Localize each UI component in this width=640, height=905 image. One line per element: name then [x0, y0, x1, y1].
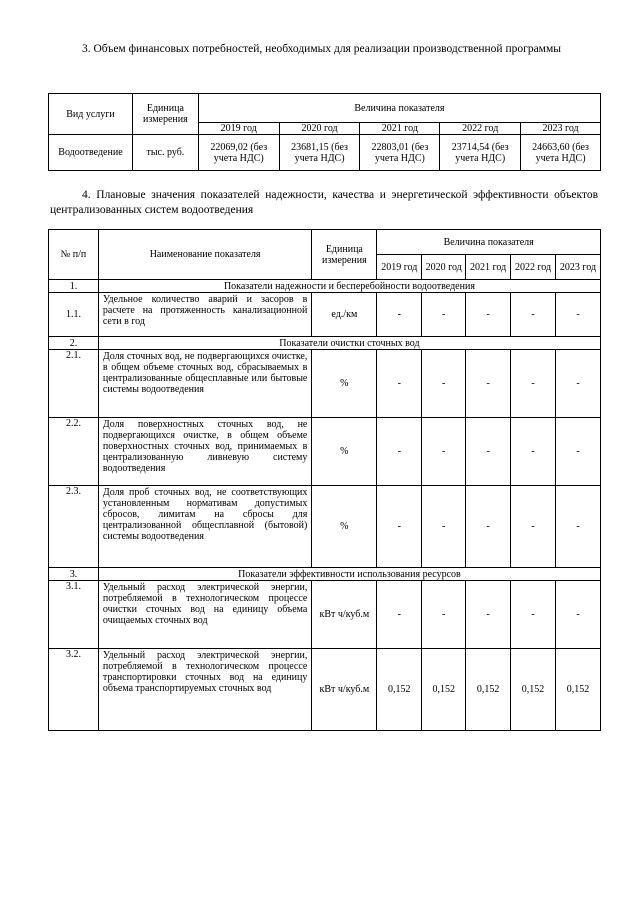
- group-num: 2.: [49, 337, 99, 350]
- header-value: Величина показателя: [377, 230, 601, 255]
- row-value: 0,152: [422, 649, 466, 731]
- row-value: -: [511, 418, 556, 486]
- row-name: Доля проб сточных вод, не соответствующих установленным нормативам допустимых сбросов, лимитам на сбросы для централизованной общесплавной (бытовой) системы водоотведения: [98, 486, 312, 568]
- row-num: 3.1.: [49, 581, 99, 649]
- value-cell: 22069,02 (без учета НДС): [198, 135, 279, 171]
- row-value: -: [556, 350, 601, 418]
- header-year: 2021 год: [466, 255, 511, 280]
- row-value: 0,152: [556, 649, 601, 731]
- row-value: 0,152: [466, 649, 511, 731]
- row-value: -: [422, 581, 466, 649]
- row-num: 3.2.: [49, 649, 99, 731]
- row-value: -: [422, 293, 466, 337]
- row-value: -: [422, 350, 466, 418]
- section4-heading: 4. Плановые значения показателей надежности, качества и энергетической эффективности объектов централизованных систем водоотведения: [50, 189, 598, 216]
- group-title: Показатели очистки сточных вод: [98, 337, 600, 350]
- header-unit: Единица измерения: [132, 94, 198, 135]
- row-value: -: [556, 581, 601, 649]
- row-value: -: [466, 418, 511, 486]
- header-year: 2023 год: [521, 123, 601, 135]
- row-num: 1.1.: [49, 293, 99, 337]
- row-value: -: [556, 418, 601, 486]
- group-title: Показатели надежности и бесперебойности водоотведения: [98, 280, 600, 293]
- row-num: 2.3.: [49, 486, 99, 568]
- row-unit: %: [312, 418, 377, 486]
- header-year: 2019 год: [198, 123, 279, 135]
- value-cell: 24663,60 (без учета НДС): [521, 135, 601, 171]
- row-unit: ед./км: [312, 293, 377, 337]
- row-value: -: [511, 486, 556, 568]
- row-name: Удельное количество аварий и засоров в расчете на протяженность канализационной сети в год: [98, 293, 312, 337]
- row-value: -: [556, 486, 601, 568]
- row-value: 0,152: [377, 649, 422, 731]
- row-num: 2.1.: [49, 350, 99, 418]
- unit-cell: тыс. руб.: [132, 135, 198, 171]
- row-unit: %: [312, 350, 377, 418]
- row-value: -: [377, 581, 422, 649]
- value-cell: 23681,15 (без учета НДС): [279, 135, 360, 171]
- row-value: -: [466, 293, 511, 337]
- row-unit: %: [312, 486, 377, 568]
- header-year: 2022 год: [511, 255, 556, 280]
- group-title: Показатели эффективности использования ресурсов: [98, 568, 600, 581]
- row-value: -: [422, 418, 466, 486]
- row-value: -: [556, 293, 601, 337]
- row-value: -: [377, 350, 422, 418]
- header-name: Наименование показателя: [98, 230, 312, 280]
- row-value: -: [377, 418, 422, 486]
- row-name: Удельный расход электрической энергии, потребляемой в технологическом процессе транспортировки сточных вод на единицу объема транспортируемых сточных вод: [98, 649, 312, 731]
- row-value: -: [511, 350, 556, 418]
- row-name: Доля сточных вод, не подвергающихся очистке, в общем объеме сточных вод, сбрасываемых в централизованные общесплавные или бытовые системы водоотведения: [98, 350, 312, 418]
- row-value: -: [466, 350, 511, 418]
- row-value: -: [377, 293, 422, 337]
- row-value: -: [422, 486, 466, 568]
- row-unit: кВт ч/куб.м: [312, 581, 377, 649]
- row-value: -: [511, 293, 556, 337]
- row-name: Удельный расход электрической энергии, потребляемой в технологическом процессе очистки сточных вод на единицу объема очищаемых сточных вод: [98, 581, 312, 649]
- value-cell: 23714,54 (без учета НДС): [440, 135, 521, 171]
- row-name: Доля поверхностных сточных вод, не подвергающихся очистке, в общем объеме поверхностных сточных вод, принимаемых в централизованную ливневую систему водоотведения: [98, 418, 312, 486]
- header-unit: Единица измерения: [312, 230, 377, 280]
- header-num: № п/п: [49, 230, 99, 280]
- header-year: 2019 год: [377, 255, 422, 280]
- financial-needs-table: [48, 93, 601, 171]
- header-year: 2021 год: [360, 123, 440, 135]
- header-service: Вид услуги: [49, 94, 133, 135]
- indicators-table: [48, 229, 601, 731]
- header-year: 2020 год: [279, 123, 360, 135]
- row-value: -: [466, 581, 511, 649]
- header-year: 2020 год: [422, 255, 466, 280]
- group-num: 1.: [49, 280, 99, 293]
- header-value: Величина показателя: [198, 94, 600, 123]
- service-cell: Водоотведение: [49, 135, 133, 171]
- row-num: 2.2.: [49, 418, 99, 486]
- row-value: -: [466, 486, 511, 568]
- row-value: 0,152: [511, 649, 556, 731]
- header-year: 2023 год: [556, 255, 601, 280]
- section3-heading: 3. Объем финансовых потребностей, необходимых для реализации производственной программы: [82, 43, 561, 55]
- row-value: -: [377, 486, 422, 568]
- group-num: 3.: [49, 568, 99, 581]
- row-value: -: [511, 581, 556, 649]
- header-year: 2022 год: [440, 123, 521, 135]
- row-unit: кВт ч/куб.м: [312, 649, 377, 731]
- value-cell: 22803,01 (без учета НДС): [360, 135, 440, 171]
